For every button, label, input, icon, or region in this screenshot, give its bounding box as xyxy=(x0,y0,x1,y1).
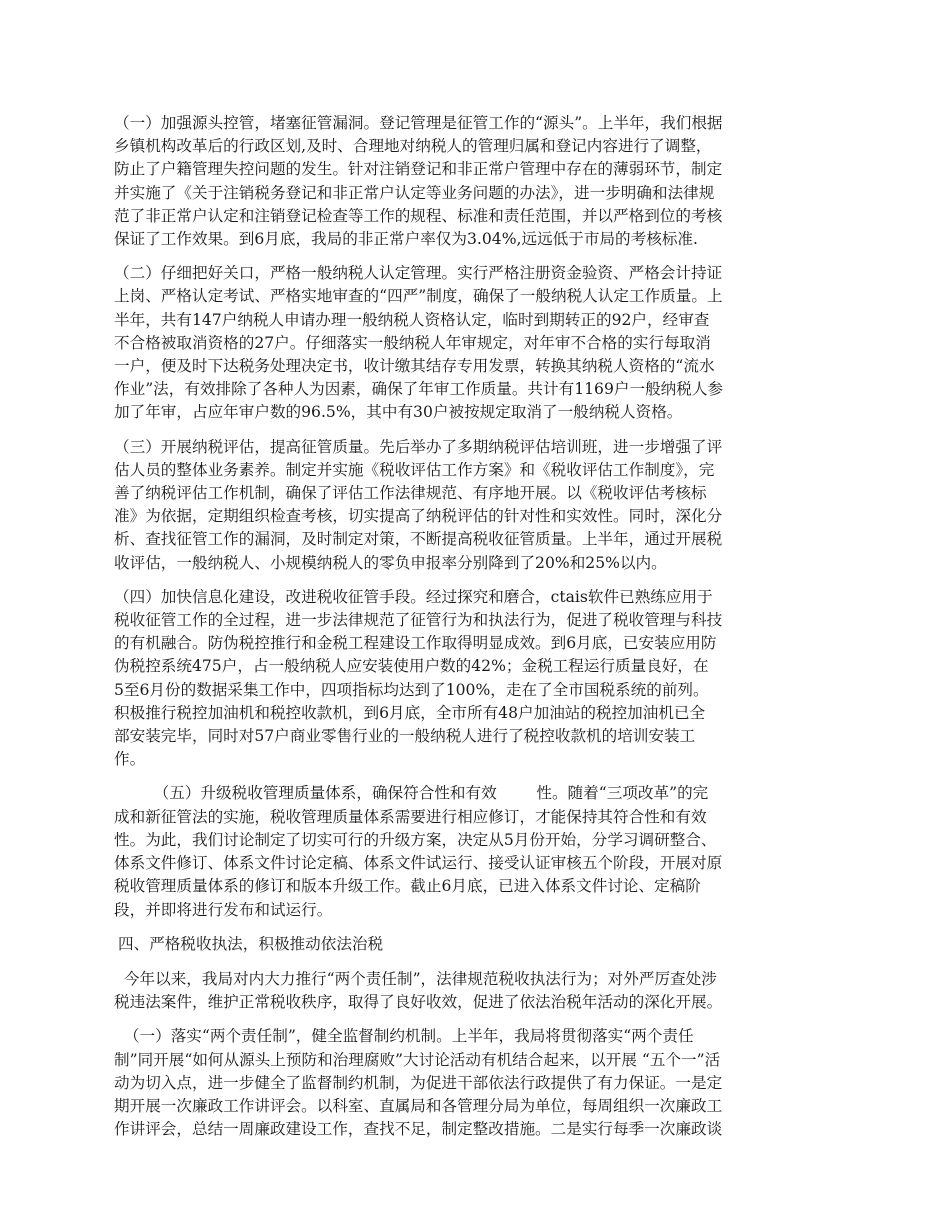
text-line: 收评估，一般纳税人、小规模纳税人的零负申报率分别降到了20%和25%以内。 xyxy=(114,553,667,572)
text-line: 动为切入点，进一步健全了监督制约机制，为促进干部依法行政提供了有力保证。一是定 xyxy=(114,1073,723,1092)
section-heading-tax-enforcement xyxy=(114,933,828,956)
text-line: （一）加强源头控管，堵塞征管漏洞。登记管理是征管工作的“源头”。上半年，我们根据 xyxy=(114,114,723,132)
text-line: 5至6月份的数据采集工作中，四项指标均达到了100%，走在了全市国税系统的前列。 xyxy=(114,680,709,699)
paragraph-enforcement-intro xyxy=(114,968,828,1014)
text-line: （二）仔细把好关口，严格一般纳税人认定管理。实行严格注册资金验资、严格会计持证 xyxy=(114,264,723,283)
text-line: 部安装完毕，同时对57户商业零售行业的一般纳税人进行了税控收款机的培训安装工 xyxy=(114,727,696,746)
text-line: 成和新征管法的实施，税收管理质量体系需要进行相应修订，才能保持其符合性和有效 xyxy=(114,807,707,826)
text-line: 期开展一次廉政工作讲评会。以科室、直属局和各管理分局为单位，每周组织一次廉政工 xyxy=(114,1096,723,1115)
text-line: 体系文件修订、体系文件讨论定稿、体系文件试运行、接受认证审核五个阶段，开展对原 xyxy=(114,854,723,873)
text-line: 估人员的整体业务素养。制定并实施《税收评估工作方案》和《税收评估工作制度》，完 xyxy=(114,460,715,479)
paragraph-source-control xyxy=(114,112,828,251)
paragraph-taxpayer-certification xyxy=(114,262,828,424)
text-line: 半年，共有147户纳税人申请办理一般纳税人资格认定，临时到期转正的92户，经审查 xyxy=(114,310,710,329)
text-line: 的有机融合。防伪税控推行和金税工程建设工作取得明显成效。到6月底，已安装应用防 xyxy=(114,634,717,653)
text-line: 准》为依据，定期组织检查考核，切实提高了纳税评估的针对性和实效性。同时，深化分 xyxy=(114,507,723,526)
text-line: 善了纳税评估工作机制，确保了评估工作法律规范、有序地开展。以《税收评估考核标 xyxy=(114,484,707,503)
text-line: 一户，便及时下达税务处理决定书，收计缴其结存专用发票，转换其纳税人资格的“流水 xyxy=(114,357,715,376)
text-line: 乡镇机构改革后的行政区划,及时、合理地对纳税人的管理归属和登记内容进行了调整， xyxy=(114,137,712,156)
text-line: （一）落实“两个责任制”，健全监督制约机制。上半年，我局将贯彻落实“两个责任 xyxy=(114,1027,694,1046)
text-line: 积极推行税控加油机和税控收款机，到6月底，全市所有48户加油站的税控加油机已全 xyxy=(114,703,706,722)
text-line: 税收征管工作的全过程，进一步法律规范了征管行为和执法行为，促进了税收管理与科技 xyxy=(114,611,723,630)
text-line: 上岗、严格认定考试、严格实地审查的“四严”制度，确保了一般纳税人认定工作质量。上 xyxy=(114,287,723,306)
text-line: 作业”法，有效排除了各种人为因素，确保了年审工作质量。共计有1169户一般纳税人参 xyxy=(114,380,724,399)
text-line: 加了年审，占应年审户数的96.5%，其中有30户被按规定取消了一般纳税人资格。 xyxy=(114,403,683,422)
text-line: 防止了户籍管理失控问题的发生。针对注销登记和非正常户管理中存在的薄弱环节，制定 xyxy=(114,160,723,179)
text-line: 税违法案件，维护正常税收秩序，取得了良好收效，促进了依法治税年活动的深化开展。 xyxy=(114,993,723,1012)
text-line: 作。 xyxy=(114,750,146,769)
text-line: （四）加快信息化建设，改进税收征管手段。经过探究和磨合，ctais软件已熟练应用于 xyxy=(114,587,713,606)
text-line: （五）升级税收管理质量体系，确保符合性和有效 性。随着“三项改革”的完 xyxy=(114,784,709,803)
text-line: 今年以来，我局对内大力推行“两个责任制”，法律规范税收执法行为；对外严厉查处涉 xyxy=(114,969,717,988)
text-line: 税收管理质量体系的修订和版本升级工作。截止6月底，已进入体系文件讨论、定稿阶 xyxy=(114,877,701,896)
text-line: 范了非正常户认定和注销登记检查等工作的规程、标准和责任范围，并以严格到位的考核 xyxy=(114,206,723,225)
text-line: 不合格被取消资格的27户。仔细落实一般纳税人年审规定，对年审不合格的实行每取消 xyxy=(114,333,711,352)
paragraph-tax-assessment xyxy=(114,436,828,575)
text-line: 作讲评会，总结一周廉政建设工作，查找不足，制定整改措施。二是实行每季一次廉政谈 xyxy=(114,1120,723,1139)
text-line: 制”同开展“如何从源头上预防和治理腐败”大讨论活动有机结合起来，以开展 “五个一”活 xyxy=(114,1050,721,1069)
text-line: 析、查找征管工作的漏洞，及时制定对策，不断提高税收征管质量。上半年，通过开展税 xyxy=(114,530,723,549)
document-body xyxy=(114,112,828,1152)
text-line: （三）开展纳税评估，提高征管质量。先后举办了多期纳税评估培训班，进一步增强了评 xyxy=(114,437,723,456)
text-line: 段，并即将进行发布和试运行。 xyxy=(114,900,333,919)
section-heading-text: 四、严格税收执法，积极推动依法治税 xyxy=(118,934,384,953)
text-line: 伪税控系统475户，占一般纳税人应安装使用户数的42%；金税工程运行质量良好，在 xyxy=(114,657,709,676)
text-line: 性。为此，我们讨论制定了切实可行的升级方案，决定从5月份开始，分学习调研整合、 xyxy=(114,830,717,849)
text-line: 保证了工作效果。到6月底，我局的非正常户率仅为3.04%,远远低于市局的考核标准. xyxy=(114,230,698,249)
paragraph-responsibility-system xyxy=(114,1025,828,1141)
paragraph-quality-system xyxy=(114,782,828,921)
text-line: 并实施了《关于注销税务登记和非正常户认定等业务问题的办法》，进一步明确和法律规 xyxy=(114,183,715,202)
paragraph-informatization xyxy=(114,586,828,772)
